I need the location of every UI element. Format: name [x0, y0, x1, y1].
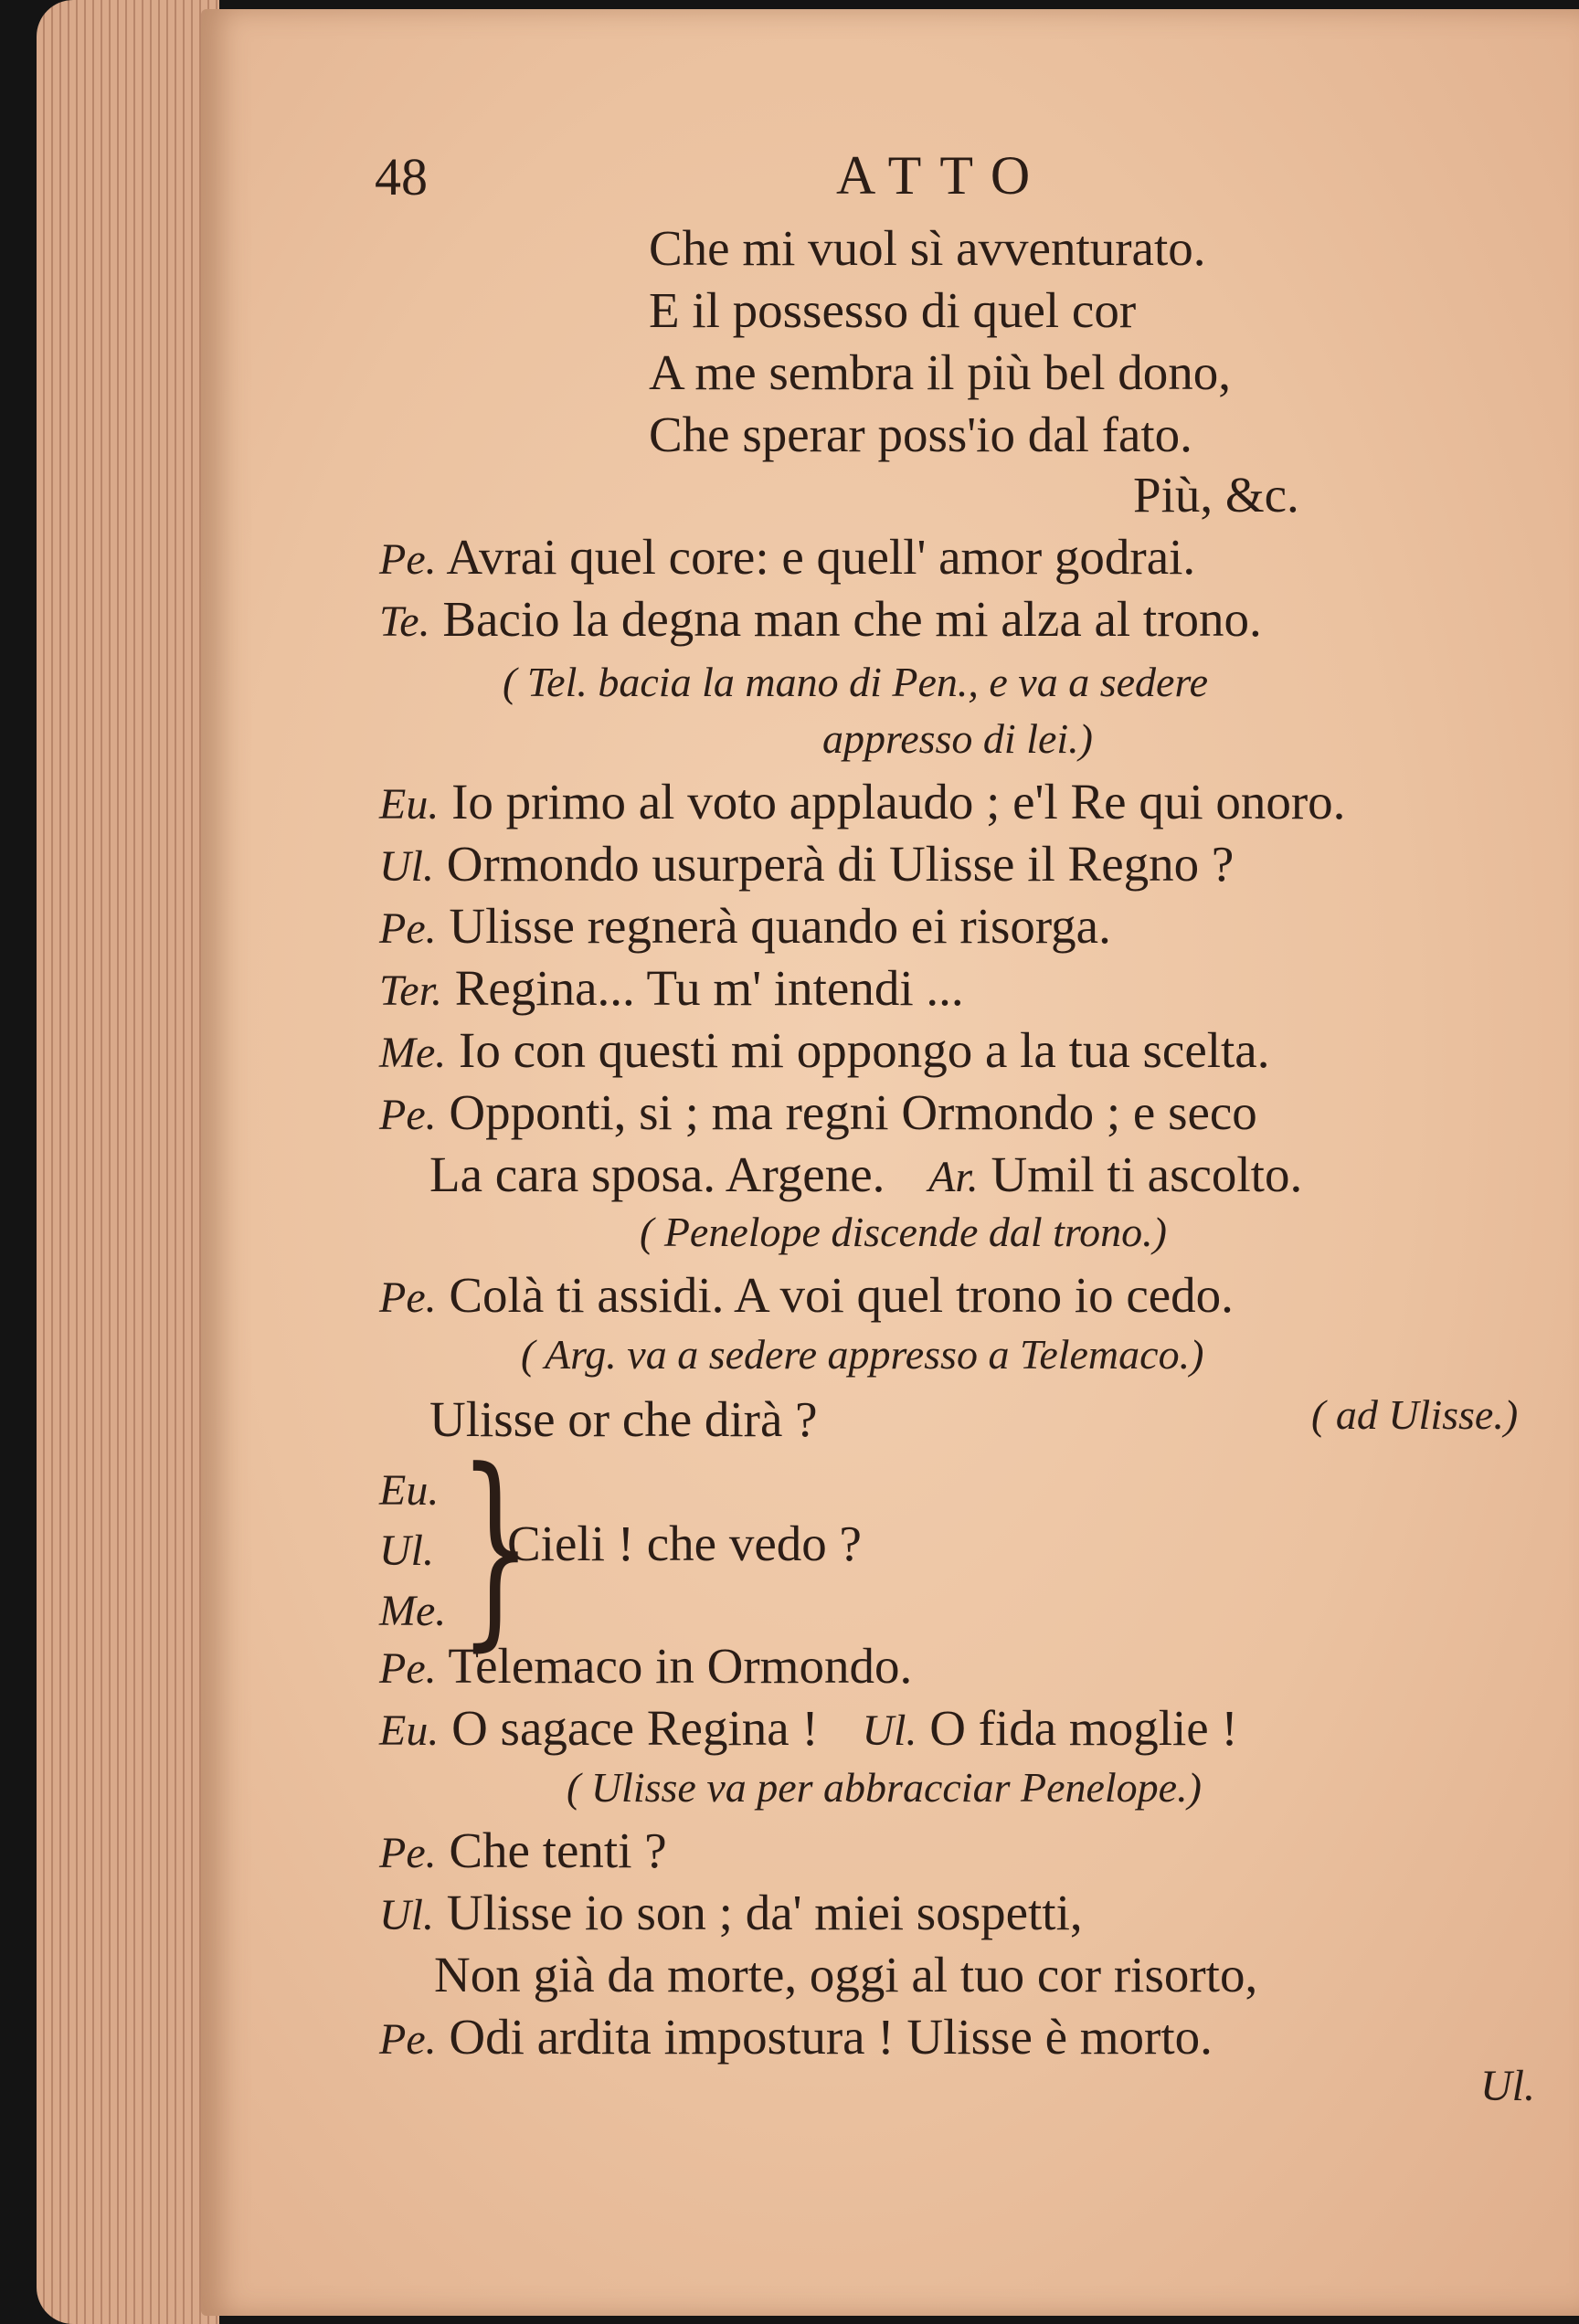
dialogue-text: Odi ardita impostura ! Ulisse è morto.: [449, 2009, 1213, 2065]
dialogue-line: [379, 959, 964, 1017]
speaker-label: Pe.: [379, 1273, 437, 1322]
speaker-label: Ul.: [379, 842, 434, 891]
dialogue-line: [379, 528, 1195, 586]
dialogue-line: Non già da morte, oggi al tuo cor risorto,: [434, 1947, 1258, 2002]
dialogue-line: [379, 773, 1345, 830]
speaker-label: Te.: [379, 597, 430, 646]
speaker-label: Ul.: [862, 1706, 917, 1755]
dialogue-line: [379, 1637, 912, 1695]
dialogue-line: [379, 1083, 1257, 1141]
dialogue-line: [429, 1146, 1302, 1203]
speaker-label: Pe.: [379, 535, 437, 584]
dialogue-line: [379, 897, 1111, 955]
dialogue-line: [379, 835, 1234, 893]
dialogue-line: [379, 1822, 667, 1879]
dialogue-text: Io primo al voto applaudo ; e'l Re qui onoro.: [451, 774, 1346, 829]
chorus-text: Cieli ! che vedo ?: [507, 1516, 862, 1571]
dialogue-line: [379, 1884, 1083, 1941]
dialogue-line: [379, 1699, 1238, 1757]
page-number: 48: [375, 147, 428, 206]
speaker-label: Eu.: [379, 780, 440, 829]
refrain: Più, &c.: [1133, 467, 1299, 523]
speaker-label: Eu.: [379, 1706, 440, 1755]
stage-direction: ( Penelope discende dal trono.): [640, 1209, 1167, 1255]
stage-direction: ( Arg. va a sedere appresso a Telemaco.): [521, 1331, 1204, 1378]
brace-symbol: }: [459, 1426, 533, 1670]
dialogue-line: Ulisse or che dirà ?: [429, 1391, 818, 1447]
dialogue-text: Regina... Tu m' intendi ...: [454, 960, 964, 1016]
dialogue-text: Io con questi mi oppongo a la tua scelta.: [459, 1022, 1270, 1078]
dialogue-line: [379, 590, 1262, 648]
dialogue-text: Ormondo usurperà di Ulisse il Regno ?: [446, 836, 1235, 892]
page-header: ATTO: [836, 145, 1049, 206]
verse-line: Che sperar poss'io dal fato.: [649, 407, 1192, 462]
speaker-label: Me.: [379, 1029, 447, 1077]
verse-line: E il possesso di quel cor: [649, 282, 1137, 338]
dialogue-line: [379, 1266, 1234, 1324]
dialogue-text: Avrai quel core: e quell' amor godrai.: [446, 529, 1196, 585]
dialogue-text: O sagace Regina !: [451, 1700, 819, 1756]
dialogue-text: La cara sposa. Argene.: [429, 1146, 885, 1202]
dialogue-text: O fida moglie !: [929, 1700, 1238, 1756]
speaker-label: Pe.: [379, 1091, 437, 1139]
speaker-label: Pe.: [379, 2015, 437, 2064]
book-page: [201, 9, 1579, 2316]
stage-direction: ( Tel. bacia la mano di Pen., e va a sedere: [503, 659, 1209, 705]
speaker-label: Me.: [379, 1587, 447, 1635]
dialogue-line: [379, 2008, 1213, 2065]
dialogue-text: Bacio la degna man che mi alza al trono.: [442, 591, 1262, 647]
dialogue-text: Opponti, si ; ma regni Ormondo ; e seco: [449, 1084, 1257, 1140]
dialogue-text: Che tenti ?: [449, 1822, 667, 1878]
dialogue-line: [379, 1021, 1269, 1079]
page-edges: [37, 0, 219, 2324]
verse-line: A me sembra il più bel dono,: [649, 344, 1231, 400]
dialogue-text: Ulisse io son ; da' miei sospetti,: [446, 1885, 1083, 1940]
dialogue-text: Colà ti assidi. A voi quel trono io cedo.: [449, 1267, 1234, 1323]
speaker-label: Pe.: [379, 904, 437, 953]
dialogue-text: Ulisse regnerà quando ei risorga.: [449, 898, 1111, 954]
speaker-label: Ar.: [928, 1153, 979, 1201]
aside-direction: ( ad Ulisse.): [1311, 1391, 1519, 1438]
stage-direction: ( Ulisse va per abbracciar Penelope.): [567, 1764, 1202, 1811]
stage-direction: appresso di lei.): [822, 715, 1093, 762]
speaker-label: Eu.: [379, 1466, 440, 1515]
speaker-label: Ul.: [379, 1526, 434, 1575]
speaker-label: Ter.: [379, 967, 442, 1015]
speaker-label: Pe.: [379, 1829, 437, 1877]
catchword: Ul.: [1480, 2062, 1535, 2110]
dialogue-text: Telemaco in Ormondo.: [448, 1638, 913, 1694]
speaker-label: Pe.: [379, 1644, 437, 1693]
speaker-label: Ul.: [379, 1891, 434, 1939]
dialogue-text: Umil ti ascolto.: [991, 1146, 1303, 1202]
verse-line: Che mi vuol sì avventurato.: [649, 220, 1206, 276]
